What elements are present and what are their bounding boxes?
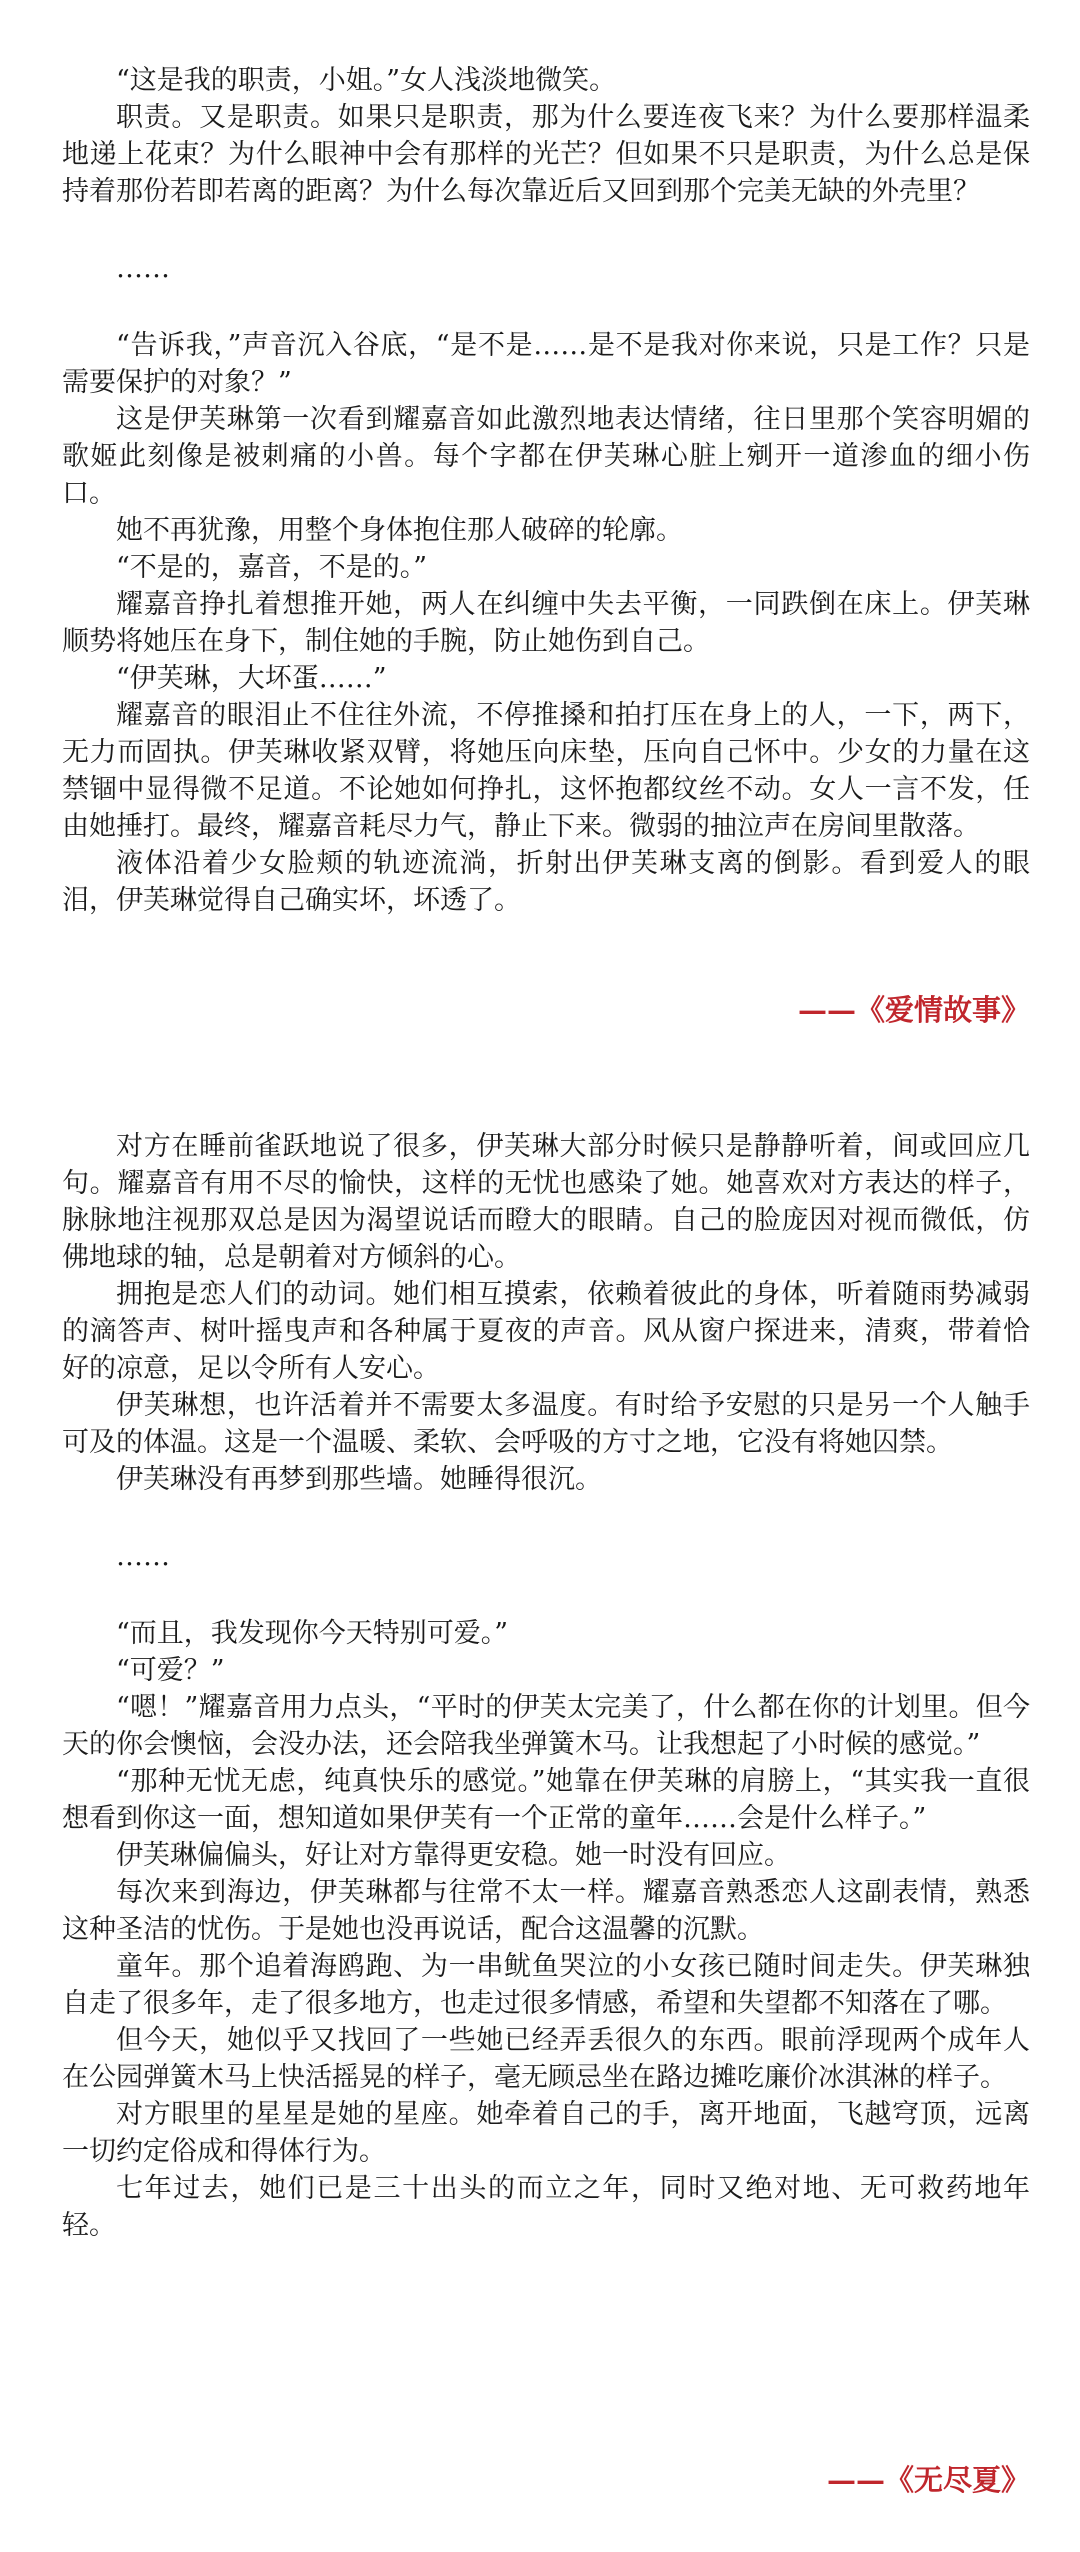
paragraph: 耀嘉音挣扎着想推开她，两人在纠缠中失去平衡，一同跌倒在床上。伊芙琳顺势将她压在身下，制住她的手腕，防止她伤到自己。 (62, 589, 1030, 657)
paragraph: 拥抱是恋人们的动词。她们相互摸索，依赖着彼此的身体，听着随雨势减弱的滴答声、树叶摇曳声和各种属于夏夜的声音。风从窗户探进来，清爽，带着恰好的凉意，足以令所有人安心。 (62, 1279, 1030, 1384)
paragraph: 每次来到海边，伊芙琳都与往常不太一样。耀嘉音熟悉恋人这副表情，熟悉这种圣洁的忧伤。于是她也没再说话，配合这温馨的沉默。 (62, 1877, 1030, 1945)
paragraph: 液体沿着少女脸颊的轨迹流淌，折射出伊芙琳支离的倒影。看到爱人的眼泪，伊芙琳觉得自己确实坏，坏透了。 (62, 848, 1030, 916)
scene-break-ellipsis: …… (116, 253, 170, 284)
paragraph: 但今天，她似乎又找回了一些她已经弄丢很久的东西。眼前浮现两个成年人在公园弹簧木马上快活摇晃的样子，毫无顾忌坐在路边摊吃廉价冰淇淋的样子。 (62, 2025, 1030, 2093)
paragraph: “这是我的职责，小姐。”女人浅淡地微笑。 (116, 65, 617, 96)
paragraph: 耀嘉音的眼泪止不住往外流，不停推搡和拍打压在身上的人，一下，两下，无力而固执。伊芙琳收紧双臂，将她压向床垫，压向自己怀中。少女的力量在这禁锢中显得微不足道。不论她如何挣扎，这怀抱都纹丝不动。女人一言不发，任由她捶打。最终，耀嘉音耗尽力气，静止下来。微弱的抽泣声在房间里散落。 (62, 700, 1030, 842)
scene-break-ellipsis: …… (116, 1541, 170, 1572)
paragraph: “不是的，嘉音，不是的。” (116, 552, 428, 583)
paragraph: “伊芙琳，大坏蛋……” (116, 663, 387, 694)
paragraph: 童年。那个追着海鸥跑、为一串鱿鱼哭泣的小女孩已随时间走失。伊芙琳独自走了很多年，走了很多地方，也走过很多情感，希望和失望都不知落在了哪。 (62, 1951, 1030, 2019)
paragraph: 对方眼里的星星是她的星座。她牵着自己的手，离开地面，飞越穹顶，远离一切约定俗成和得体行为。 (62, 2099, 1030, 2167)
paragraph: 伊芙琳没有再梦到那些墙。她睡得很沉。 (116, 1464, 602, 1495)
paragraph: 职责。又是职责。如果只是职责，那为什么要连夜飞来？为什么要那样温柔地递上花束？为什么眼神中会有那样的光芒？但如果不只是职责，为什么总是保持着那份若即若离的距离？为什么每次靠近后又回到那个完美无缺的外壳里？ (62, 102, 1030, 207)
source-title-love-story: ——《爱情故事》 (797, 993, 1030, 1027)
excerpt-love-story (62, 62, 1030, 919)
paragraph: “嗯！”耀嘉音用力点头，“平时的伊芙太完美了，什么都在你的计划里。但今天的你会懊恼，会没办法，还会陪我坐弹簧木马。让我想起了小时候的感觉。” (62, 1692, 1030, 1760)
source-title-endless-summer: ——《无尽夏》 (826, 2463, 1030, 2497)
paragraph: “告诉我，”声音沉入谷底，“是不是……是不是我对你来说，只是工作？只是需要保护的对象？” (62, 330, 1030, 398)
paragraph: 伊芙琳偏偏头，好让对方靠得更安稳。她一时没有回应。 (116, 1840, 791, 1871)
paragraph: “而且，我发现你今天特别可爱。” (116, 1618, 509, 1649)
paragraph: “那种无忧无虑，纯真快乐的感觉。”她靠在伊芙琳的肩膀上，“其实我一直很想看到你这一面，想知道如果伊芙有一个正常的童年……会是什么样子。” (62, 1766, 1030, 1834)
paragraph: 七年过去，她们已是三十出头的而立之年，同时又绝对地、无可救药地年轻。 (62, 2173, 1030, 2241)
paragraph: “可爱？” (116, 1655, 225, 1686)
paragraph: 她不再犹豫，用整个身体抱住那人破碎的轮廓。 (116, 515, 683, 546)
paragraph: 对方在睡前雀跃地说了很多，伊芙琳大部分时候只是静静听着，间或回应几句。耀嘉音有用不尽的愉快，这样的无忧也感染了她。她喜欢对方表达的样子，脉脉地注视那双总是因为渴望说话而瞪大的眼睛。自己的脸庞因对视而微低，仿佛地球的轴，总是朝着对方倾斜的心。 (62, 1131, 1030, 1273)
paragraph: 伊芙琳想，也许活着并不需要太多温度。有时给予安慰的只是另一个人触手可及的体温。这是一个温暖、柔软、会呼吸的方寸之地，它没有将她囚禁。 (62, 1390, 1030, 1458)
paragraph: 这是伊芙琳第一次看到耀嘉音如此激烈地表达情绪，往日里那个笑容明媚的歌姬此刻像是被刺痛的小兽。每个字都在伊芙琳心脏上剜开一道渗血的细小伤口。 (62, 404, 1030, 509)
excerpt-endless-summer (62, 1128, 1030, 2244)
